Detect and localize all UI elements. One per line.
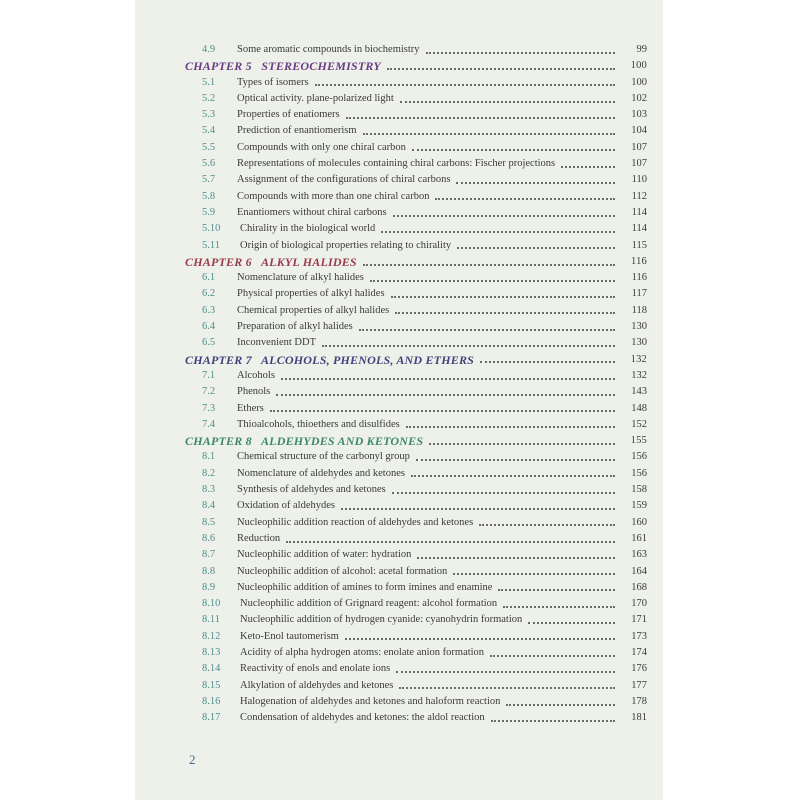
page-number: 160 [631, 516, 647, 528]
page-number: 104 [631, 125, 647, 137]
page-number: 107 [631, 141, 647, 153]
page-number: 181 [631, 712, 647, 724]
dot-leader [399, 686, 615, 689]
dot-leader [345, 637, 615, 640]
section-title: Keto-Enol tautomerism [240, 630, 339, 642]
page-number: 118 [631, 304, 647, 316]
section-number: 8.15 [202, 679, 221, 691]
section-title: Inconvenient DDT [237, 337, 317, 349]
dot-leader [370, 279, 615, 282]
dot-leader [392, 491, 615, 494]
section-number: 6.1 [202, 272, 216, 284]
dot-leader [417, 556, 615, 559]
toc-section-entry [185, 596, 647, 612]
toc-section-entry [185, 612, 647, 628]
section-number: 7.1 [202, 369, 216, 381]
section-title: Enantiomers without chiral carbons [237, 206, 387, 218]
section-number: 5.10 [202, 223, 221, 235]
section-number: 6.3 [202, 304, 216, 316]
section-title: Nucleophilic addition of hydrogen cyanide: cyanohydrin formation [240, 614, 523, 626]
toc-section-entry [185, 319, 647, 335]
section-title: Reduction [237, 532, 281, 544]
section-number: 5.5 [202, 141, 216, 153]
section-number: 8.7 [202, 549, 216, 561]
dot-leader [281, 377, 615, 380]
dot-leader [315, 83, 615, 86]
page-number: 116 [631, 272, 647, 284]
section-number: 8.17 [202, 712, 221, 724]
toc-section-entry [185, 449, 647, 465]
page-folio-number: 2 [189, 752, 196, 767]
page-number: 170 [631, 598, 647, 610]
toc-section-entry [185, 645, 647, 661]
section-number: 8.5 [202, 516, 216, 528]
page-number: 100 [630, 60, 647, 72]
page-number: 130 [631, 337, 647, 349]
section-title: Preparation of alkyl halides [237, 321, 353, 333]
toc-section-entry [185, 401, 647, 417]
section-number: 5.6 [202, 158, 216, 170]
section-title: Nucleophilic addition of amines to form imines and enamine [237, 581, 493, 593]
section-title: Nucleophilic addition of alcohol: acetal formation [237, 565, 448, 577]
dot-leader [498, 588, 615, 591]
dot-leader [359, 328, 615, 331]
page-number: 112 [631, 190, 647, 202]
page-number: 114 [631, 223, 647, 235]
section-number: 8.9 [202, 581, 216, 593]
page-number: 116 [631, 255, 647, 267]
section-title: Origin of biological properties relating to chirality [240, 239, 452, 251]
section-title: Alcohols [237, 369, 275, 381]
toc-section-entry [185, 368, 647, 384]
page-number: 132 [630, 353, 647, 365]
toc-chapter-heading [185, 433, 647, 449]
section-number: 5.4 [202, 125, 216, 137]
section-number: 8.13 [202, 646, 221, 658]
section-number: 8.12 [202, 630, 221, 642]
dot-leader [561, 165, 615, 168]
section-title: Synthesis of aldehydes and ketones [237, 484, 386, 496]
toc-section-entry [185, 123, 647, 139]
toc-section-entry [185, 547, 647, 563]
page-number: 163 [631, 549, 647, 561]
section-title: Phenols [237, 386, 271, 398]
toc-section-entry [185, 531, 647, 547]
section-title: Prediction of enantiomerism [237, 125, 357, 137]
dot-leader [363, 132, 615, 135]
section-number: 8.8 [202, 565, 216, 577]
table-of-contents [185, 42, 647, 726]
section-title: Representations of molecules containing chiral carbons: Fischer projections [237, 158, 556, 170]
section-title: Chirality in the biological world [240, 223, 376, 235]
dot-leader [346, 116, 615, 119]
section-title: Reactivity of enols and enolate ions [240, 663, 391, 675]
toc-section-entry [185, 91, 647, 107]
page-number: 130 [631, 321, 647, 333]
toc-section-entry [185, 629, 647, 645]
section-number: 5.8 [202, 190, 216, 202]
page-number: 102 [631, 92, 647, 104]
dot-leader [435, 197, 615, 200]
dot-leader [286, 540, 615, 543]
section-title: Ethers [237, 402, 264, 414]
page-number: 161 [631, 532, 647, 544]
section-title: Oxidation of aldehydes [237, 500, 335, 512]
page-number: 152 [631, 418, 647, 430]
section-title: Physical properties of alkyl halides [237, 288, 385, 300]
toc-section-entry [185, 205, 647, 221]
toc-section-entry [185, 238, 647, 254]
section-number: 5.7 [202, 174, 216, 186]
toc-section-entry [185, 140, 647, 156]
section-title: Nucleophilic addition reaction of aldehydes and ketones [237, 516, 474, 528]
dot-leader [391, 295, 615, 298]
toc-section-entry [185, 286, 647, 302]
page-number: 176 [631, 663, 647, 675]
dot-leader [491, 719, 615, 722]
toc-section-entry [185, 189, 647, 205]
section-number: 7.4 [202, 418, 216, 430]
toc-section-entry [185, 172, 647, 188]
dot-leader [456, 181, 615, 184]
section-number: 4.9 [202, 44, 216, 55]
section-number: 8.2 [202, 467, 216, 479]
dot-leader [453, 572, 615, 575]
section-title: Nucleophilic addition of Grignard reagent: alcohol formation [240, 598, 498, 610]
section-number: 6.2 [202, 288, 216, 300]
section-title: Assignment of the configurations of chiral carbons [237, 174, 451, 186]
section-title: Condensation of aldehydes and ketones: the aldol reaction [240, 712, 485, 724]
section-number: 6.5 [202, 337, 216, 349]
dot-leader [363, 263, 615, 266]
dot-leader [381, 230, 615, 233]
toc-section-entry [185, 710, 647, 726]
toc-chapter-heading [185, 352, 647, 368]
toc-section-entry [185, 42, 647, 58]
page-number: 174 [631, 646, 647, 658]
section-title: Properties of enatiomers [237, 109, 340, 121]
section-number: 8.10 [202, 598, 221, 610]
dot-leader [406, 425, 615, 428]
toc-section-entry [185, 221, 647, 237]
page-number: 114 [631, 206, 647, 218]
section-number: 8.14 [202, 663, 221, 675]
toc-section-entry [185, 107, 647, 123]
section-number: 8.6 [202, 532, 216, 544]
section-title: Nomenclature of alkyl halides [237, 272, 364, 284]
toc-section-entry [185, 564, 647, 580]
page-number: 159 [631, 500, 647, 512]
page-number: 158 [631, 484, 647, 496]
toc-section-entry [185, 694, 647, 710]
page-number: 177 [631, 679, 647, 691]
dot-leader [411, 474, 615, 477]
section-title: Some aromatic compounds in biochemistry [237, 44, 420, 55]
dot-leader [387, 67, 615, 70]
dot-leader [341, 507, 615, 510]
toc-section-entry [185, 384, 647, 400]
dot-leader [426, 51, 615, 54]
section-title: Alkylation of aldehydes and ketones [240, 679, 394, 691]
page-number: 148 [631, 402, 647, 414]
toc-chapter-heading [185, 254, 647, 270]
dot-leader [400, 100, 615, 103]
page-number: 143 [631, 386, 647, 398]
dot-leader [393, 214, 615, 217]
toc-section-entry [185, 580, 647, 596]
dot-leader [490, 654, 615, 657]
dot-leader [412, 148, 615, 151]
toc-chapter-heading [185, 58, 647, 74]
chapter-title: CHAPTER 7 ALCOHOLS, PHENOLS, AND ETHERS [185, 352, 475, 367]
chapter-title: CHAPTER 6 ALKYL HALIDES [185, 254, 357, 269]
dot-leader [276, 393, 615, 396]
dot-leader [396, 670, 615, 673]
page-number: 110 [631, 174, 647, 186]
section-number: 5.3 [202, 109, 216, 121]
section-number: 8.11 [202, 614, 220, 626]
page-number: 173 [631, 630, 647, 642]
section-title: Compounds with only one chiral carbon [237, 141, 406, 153]
toc-section-entry [185, 482, 647, 498]
section-number: 7.3 [202, 402, 216, 414]
section-title: Optical activity. plane-polarized light [237, 92, 394, 104]
section-title: Thioalcohols, thioethers and disulfides [237, 418, 400, 430]
section-title: Nomenclature of aldehydes and ketones [237, 467, 405, 479]
dot-leader [395, 311, 615, 314]
section-number: 6.4 [202, 321, 216, 333]
chapter-title: CHAPTER 8 ALDEHYDES AND KETONES [185, 434, 424, 449]
section-number: 7.2 [202, 386, 216, 398]
section-number: 5.2 [202, 92, 216, 104]
page-number: 171 [631, 614, 647, 626]
section-title: Halogenation of aldehydes and ketones and haloform reaction [240, 695, 501, 707]
dot-leader [528, 621, 615, 624]
toc-section-entry [185, 75, 647, 91]
section-title: Types of isomers [237, 76, 309, 88]
section-number: 8.1 [202, 451, 216, 463]
page-number: 178 [631, 695, 647, 707]
page-number: 99 [636, 44, 647, 55]
page-number: 168 [631, 581, 647, 593]
chapter-title: CHAPTER 5 STEREOCHEMISTRY [185, 59, 381, 74]
dot-leader [506, 703, 615, 706]
toc-section-entry [185, 303, 647, 319]
toc-section-entry [185, 678, 647, 694]
page-number: 100 [631, 76, 647, 88]
toc-section-entry [185, 156, 647, 172]
section-number: 8.16 [202, 695, 221, 707]
toc-section-entry [185, 417, 647, 433]
page-number: 155 [630, 435, 647, 447]
toc-section-entry [185, 270, 647, 286]
dot-leader [479, 523, 615, 526]
toc-section-entry [185, 515, 647, 531]
dot-leader [503, 605, 615, 608]
page-number: 156 [631, 467, 647, 479]
section-title: Chemical properties of alkyl halides [237, 304, 390, 316]
section-number: 5.1 [202, 76, 216, 88]
section-number: 5.11 [202, 239, 220, 251]
section-number: 8.4 [202, 500, 216, 512]
section-title: Compounds with more than one chiral carbon [237, 190, 430, 202]
dot-leader [429, 442, 615, 445]
toc-section-entry [185, 466, 647, 482]
page-number: 115 [631, 239, 647, 251]
dot-leader [457, 246, 615, 249]
page-number: 156 [631, 451, 647, 463]
section-title: Nucleophilic addition of water: hydration [237, 549, 412, 561]
section-number: 8.3 [202, 484, 216, 496]
dot-leader [270, 409, 615, 412]
section-number: 5.9 [202, 206, 216, 218]
page-number: 132 [631, 369, 647, 381]
toc-section-entry [185, 335, 647, 351]
page-number: 164 [631, 565, 647, 577]
toc-section-entry [185, 498, 647, 514]
page-number: 107 [631, 158, 647, 170]
page-number: 117 [631, 288, 647, 300]
section-title: Acidity of alpha hydrogen atoms: enolate anion formation [240, 646, 485, 658]
section-title: Chemical structure of the carbonyl group [237, 451, 410, 463]
dot-leader [322, 344, 615, 347]
dot-leader [480, 360, 615, 363]
toc-section-entry [185, 661, 647, 677]
dot-leader [416, 458, 615, 461]
page-number: 103 [631, 109, 647, 121]
